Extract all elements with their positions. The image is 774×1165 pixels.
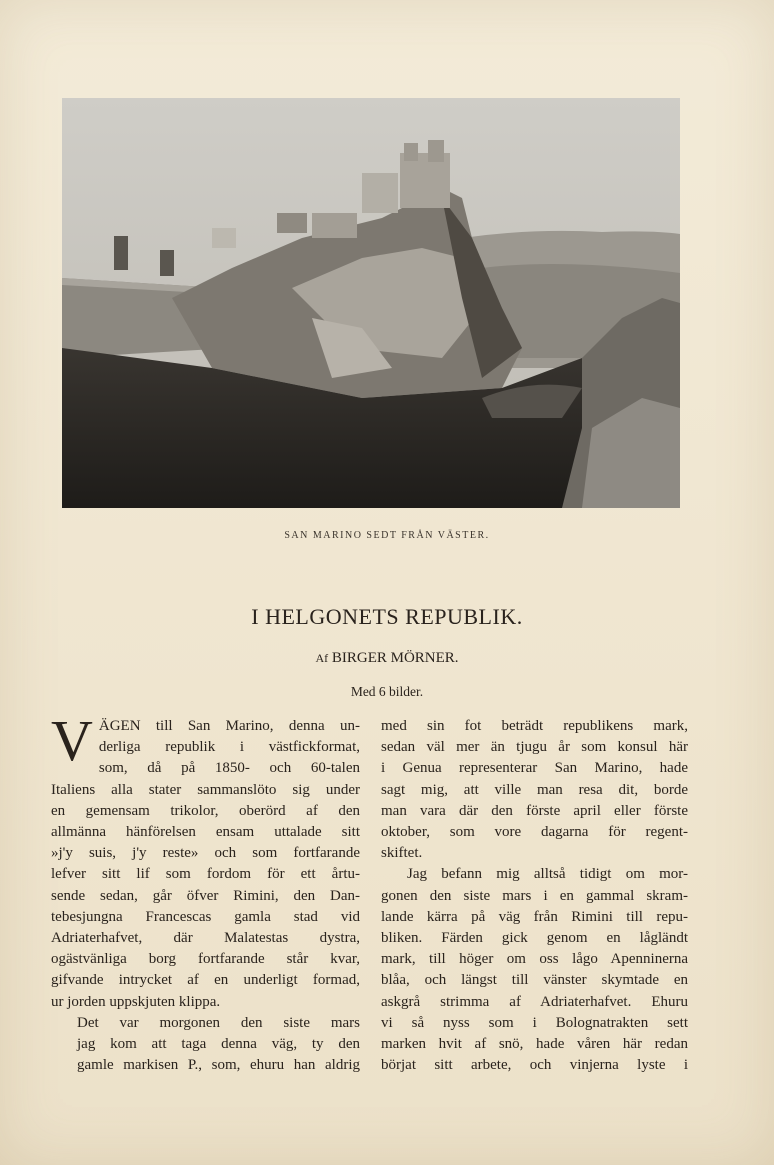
text-line: marken hvit af snö, hade våren här redan	[381, 1036, 688, 1053]
illustration-count	[0, 684, 774, 700]
paragraph-3	[381, 864, 688, 1076]
illustration-note: Med 6 bilder.	[350, 684, 424, 699]
text-line: blåa, och längst till vänster skymtade en	[381, 972, 688, 989]
text-line: ÄGEN till San Marino, denna un-	[98, 718, 360, 734]
author-name: BIRGER MÖRNER.	[331, 650, 459, 666]
text-line: vi så nyss som i Bolognatrakten sett	[381, 1014, 688, 1031]
paragraph-2-cont	[381, 716, 688, 864]
text-line: Adriaterhafvet, där Malatestas dystra,	[51, 930, 360, 947]
text-line: ogästvänliga borg fortfarande står kvar,	[51, 951, 360, 968]
text-line: lefver sitt lif som fordom för ett årtu-	[51, 866, 360, 883]
text-line: allmänna hänförelsen ensam uttalade sitt	[51, 824, 360, 841]
text-line: askgrå strimma af Adriaterhafvet. Ehuru	[381, 993, 688, 1010]
photo-caption: SAN MARINO SEDT FRÅN VÄSTER.	[284, 530, 490, 541]
paragraph-2	[51, 1013, 360, 1077]
text-line: »j'y suis, j'y reste» och som fortfarande	[51, 845, 360, 862]
text-line: derliga republik i västfickformat,	[98, 739, 360, 756]
text-line: skiftet.	[381, 845, 423, 862]
text-line: Italiens alla stater sammanslöto sig under	[51, 781, 360, 798]
right-column	[381, 716, 688, 1076]
text-line: jag kom att taga denna väg, ty den	[77, 1036, 360, 1053]
text-line: tebesjungna Francescas gamla stad vid	[51, 908, 360, 925]
text-line: mark, till höger om oss lågo Apenninerna	[381, 951, 688, 968]
photo-illustration	[62, 98, 680, 508]
san-marino-photograph	[62, 98, 680, 508]
text-line: med sin fot beträdt republikens mark,	[381, 718, 688, 734]
text-line: sagt mig, att ville man resa dit, borde	[381, 781, 688, 798]
text-line: man vara där den förste april eller förste	[381, 802, 688, 819]
drop-cap: V	[51, 708, 93, 773]
text-line: sedan väl mer än tjugu år som konsul här	[381, 739, 688, 756]
text-line: i Genua representerar San Marino, hade	[381, 760, 688, 777]
text-line: gonen den siste mars i en gammal skram-	[381, 887, 688, 904]
author-prefix: Af	[315, 651, 329, 665]
text-line: en gemensam trikolor, oberörd af den	[51, 802, 360, 819]
text-line: gifvande intrycket af en underligt formad,	[51, 972, 360, 989]
text-line: sende sedan, går öfver Rimini, den Dan-	[51, 887, 360, 904]
text-line: Det var morgonen den siste mars	[77, 1014, 360, 1031]
text-line: gamle markisen P., som, ehuru han aldrig	[77, 1057, 360, 1074]
text-line: som, då på 1850- och 60-talen	[98, 760, 360, 777]
text-line: börjat sitt arbete, och vinjerna lyste i	[381, 1057, 688, 1074]
article-byline	[0, 650, 774, 667]
text-line: bliken. Färden gick genom en lågländt	[381, 930, 688, 947]
paragraph-1	[51, 708, 360, 1013]
article-title: I HELGONETS REPUBLIK.	[251, 604, 523, 629]
text-line: oktober, som vore dagarna för regent-	[381, 824, 688, 841]
left-column	[51, 708, 360, 1076]
text-line: Jag befann mig alltså tidigt om mor-	[407, 866, 688, 883]
text-line: lande kärra på väg från Rimini till repu-	[381, 908, 688, 925]
text-line: ur jorden uppskjuten klippa.	[51, 993, 221, 1010]
